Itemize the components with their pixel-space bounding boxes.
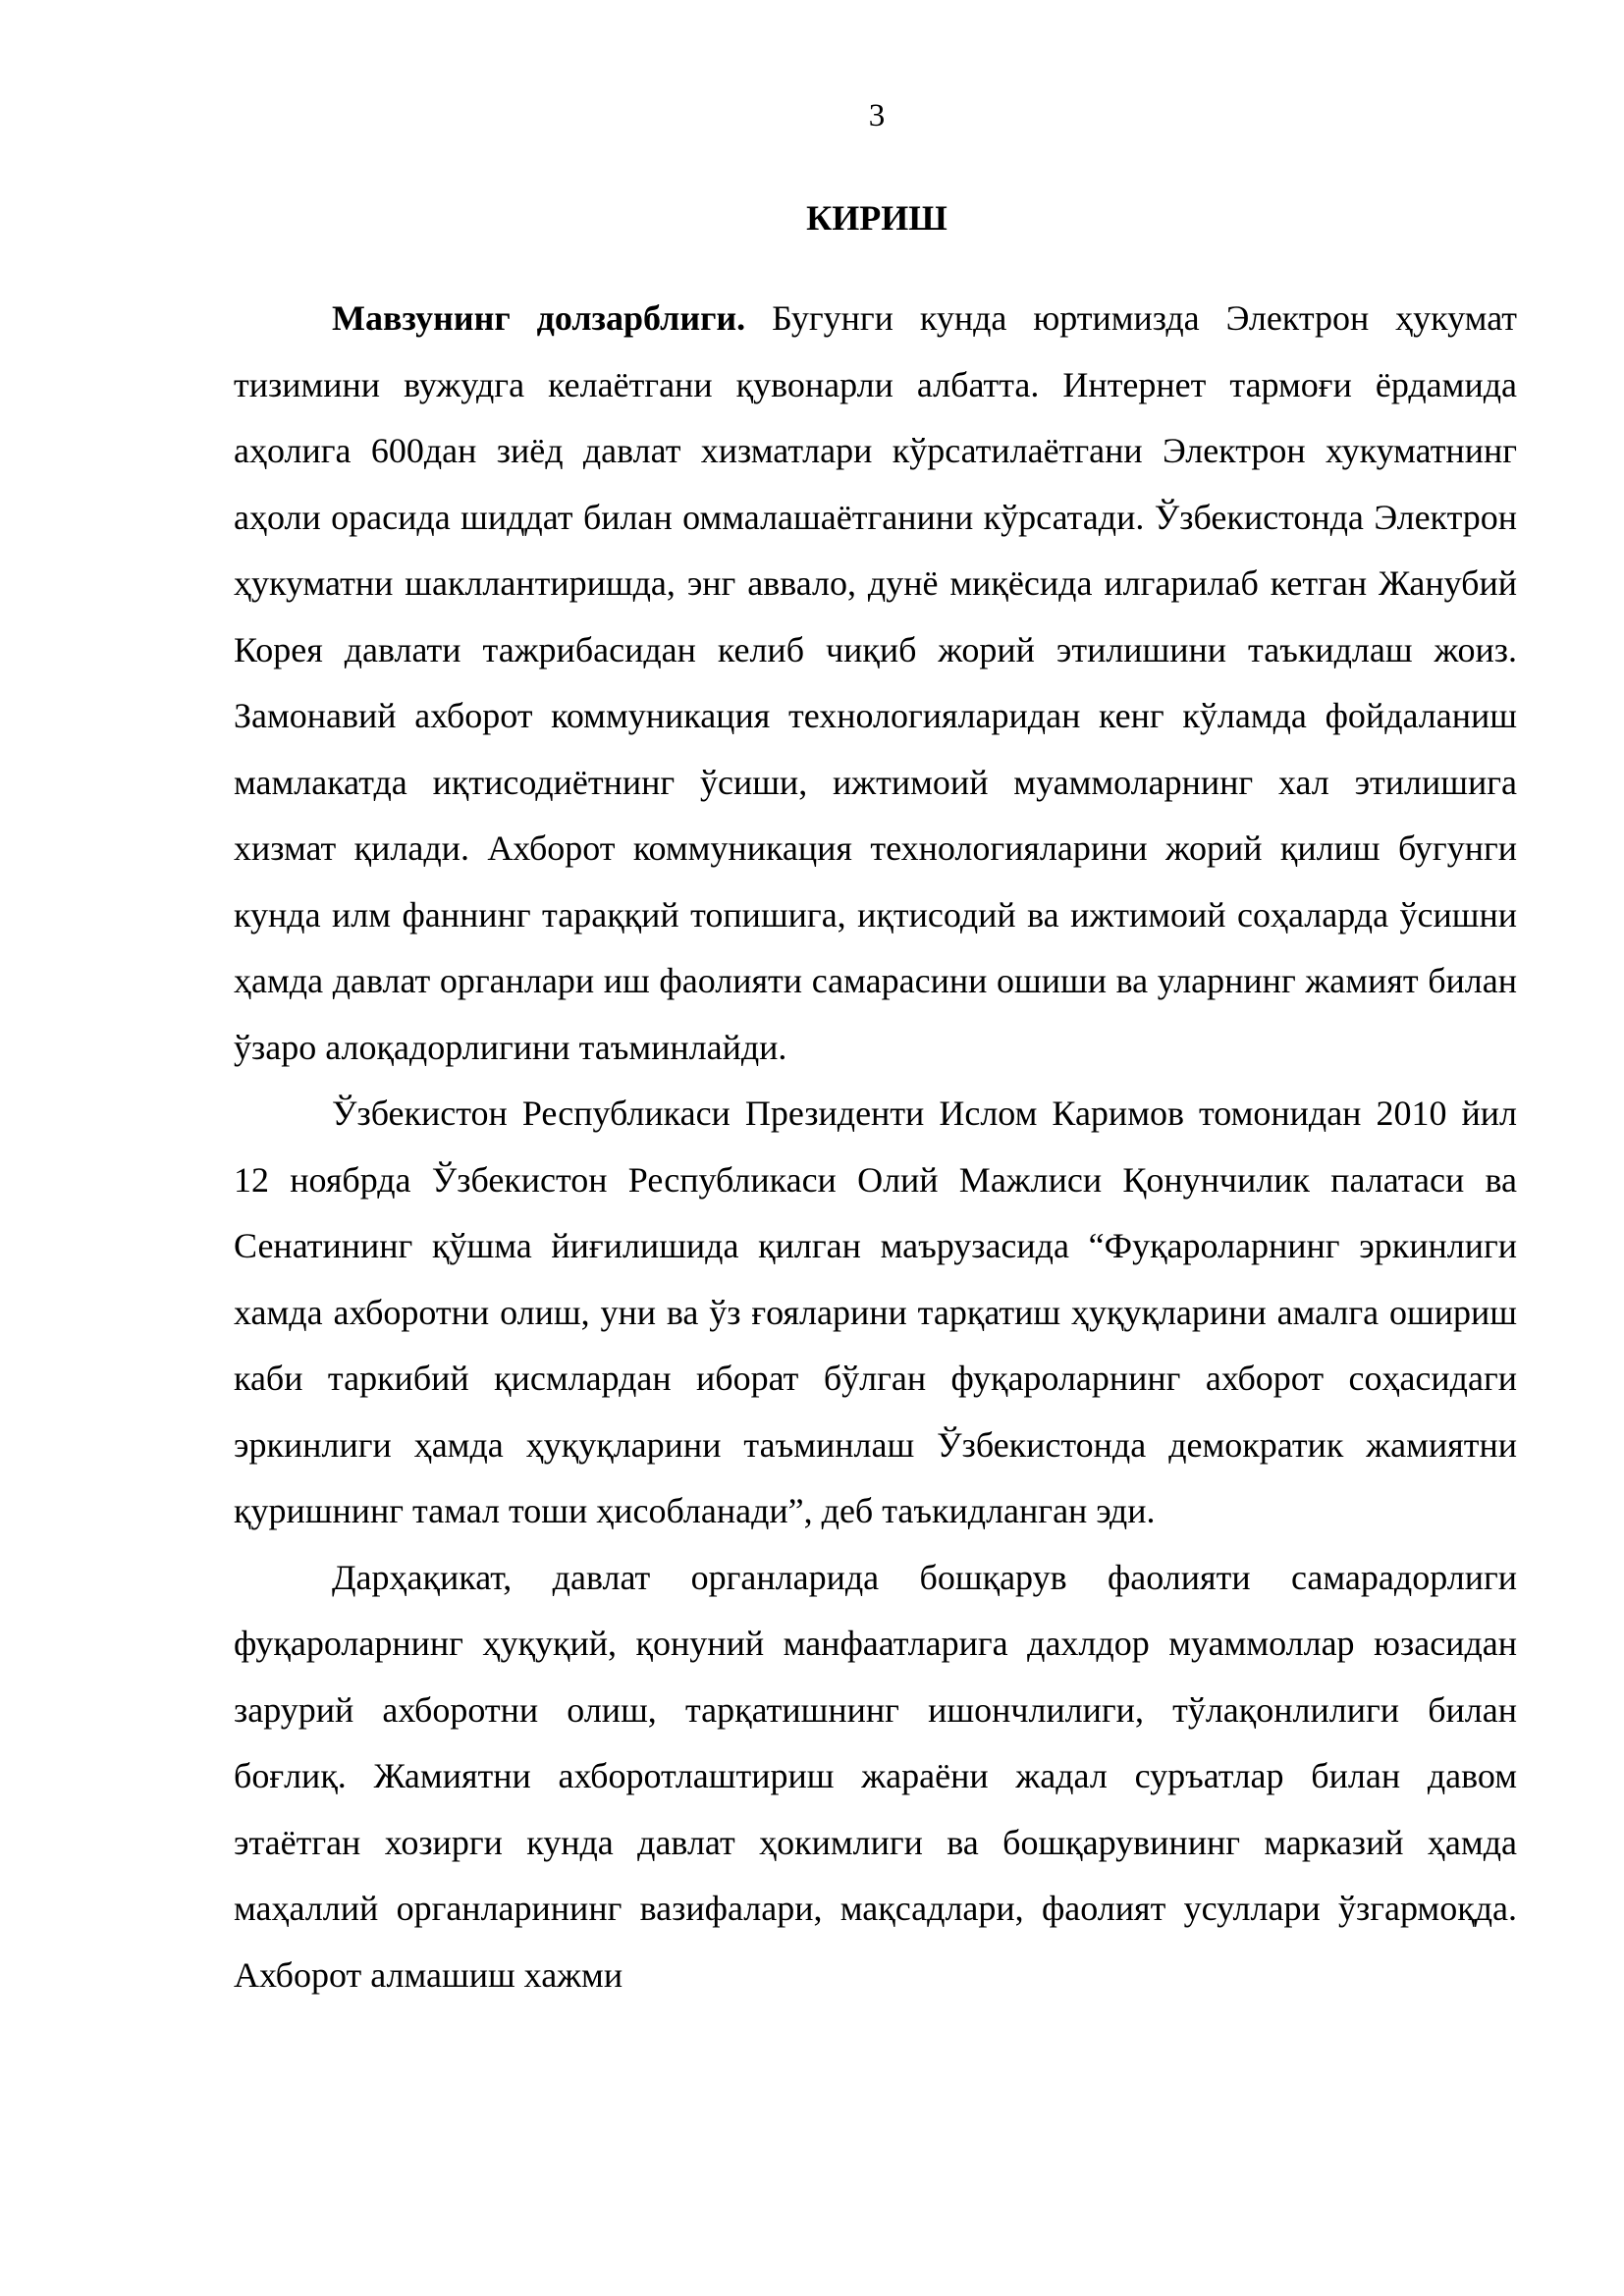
paragraph-president-quote — [234, 1081, 1517, 1545]
page-number: 3 — [868, 98, 886, 133]
body-text — [234, 286, 1517, 2008]
paragraph-relevance — [234, 286, 1517, 1081]
paragraph-text: Ўзбекистон Республикаси Президенти Ислом Каримов томонидан 2010 йил 12 ноябрда Ўзбекистон Республикаси Олий Мажлиси Қонунчилик палатаси ва Сенатининг қўшма йиғилишида қилган маърузасида “Фуқароларнинг эркинлиги хамда ахборотни олиш, уни ва ўз ғояларини тарқатиш ҳуқуқларини амалга ошириш каби таркибий қисмлардан иборат бўлган фуқароларнинг ахборот соҳасидаги эркинлиги ҳамда ҳуқуқларини таъминлаш Ўзбекистонда демократик жамиятни қуришнинг тамал тоши ҳисобланади”, деб таъкидланган эди. — [234, 1094, 1517, 1530]
section-heading: КИРИШ — [806, 198, 947, 238]
paragraph-text: Дарҳақикат, давлат органларида бошқарув фаолияти самарадорлиги фуқароларнинг ҳуқуқий, қонуний манфаатларига дахлдор муаммоллар юзасидан зарурий ахборотни олиш, тарқатишнинг ишончлилиги, тўлақонлилиги билан боғлиқ. Жамиятни ахборотлаштириш жараёни жадал суръатлар билан давом этаётган хозирги кунда давлат ҳокимлиги ва бошқарувининг марказий ҳамда маҳаллий органларининг вазифалари, мақсадлари, фаолият усуллари ўзгармоқда. Ахборот алмашиш хажми — [234, 1557, 1517, 1995]
paragraph-text: Бугунги кунда юртимизда Электрон ҳукумат тизимини вужудга келаётгани қувонарли албатта. Интернет тармоғи ёрдамида аҳолига 600дан зиёд давлат хизматлари кўрсатилаётгани Электрон хукуматнинг аҳоли орасида шиддат билан оммалашаётганини кўрсатади. Ўзбекистонда Электрон ҳукуматни шакллантиришда, энг аввало, дунё миқёсида илгарилаб кетган Жанубий Корея давлати тажрибасидан келиб чиқиб жорий этилишини таъкидлаш жоиз. Замонавий ахборот коммуникация технологияларидан кенг кўламда фойдаланиш мамлакатда иқтисодиётнинг ўсиши, ижтимоий муаммоларнинг хал этилишига хизмат қилади. Ахборот коммуникация технологияларини жорий қилиш бугунги кунда илм фаннинг тараққий топишига, иқтисодий ва ижтимоий соҳаларда ўсишни ҳамда давлат органлари иш фаолияти самарасини ошиши ва уларнинг жамият билан ўзаро алоқадорлигини таъминлайди. — [234, 298, 1518, 1067]
paragraph-lead: Мавзунинг долзарблиги. — [332, 298, 746, 338]
paragraph-governance — [234, 1545, 1517, 2009]
